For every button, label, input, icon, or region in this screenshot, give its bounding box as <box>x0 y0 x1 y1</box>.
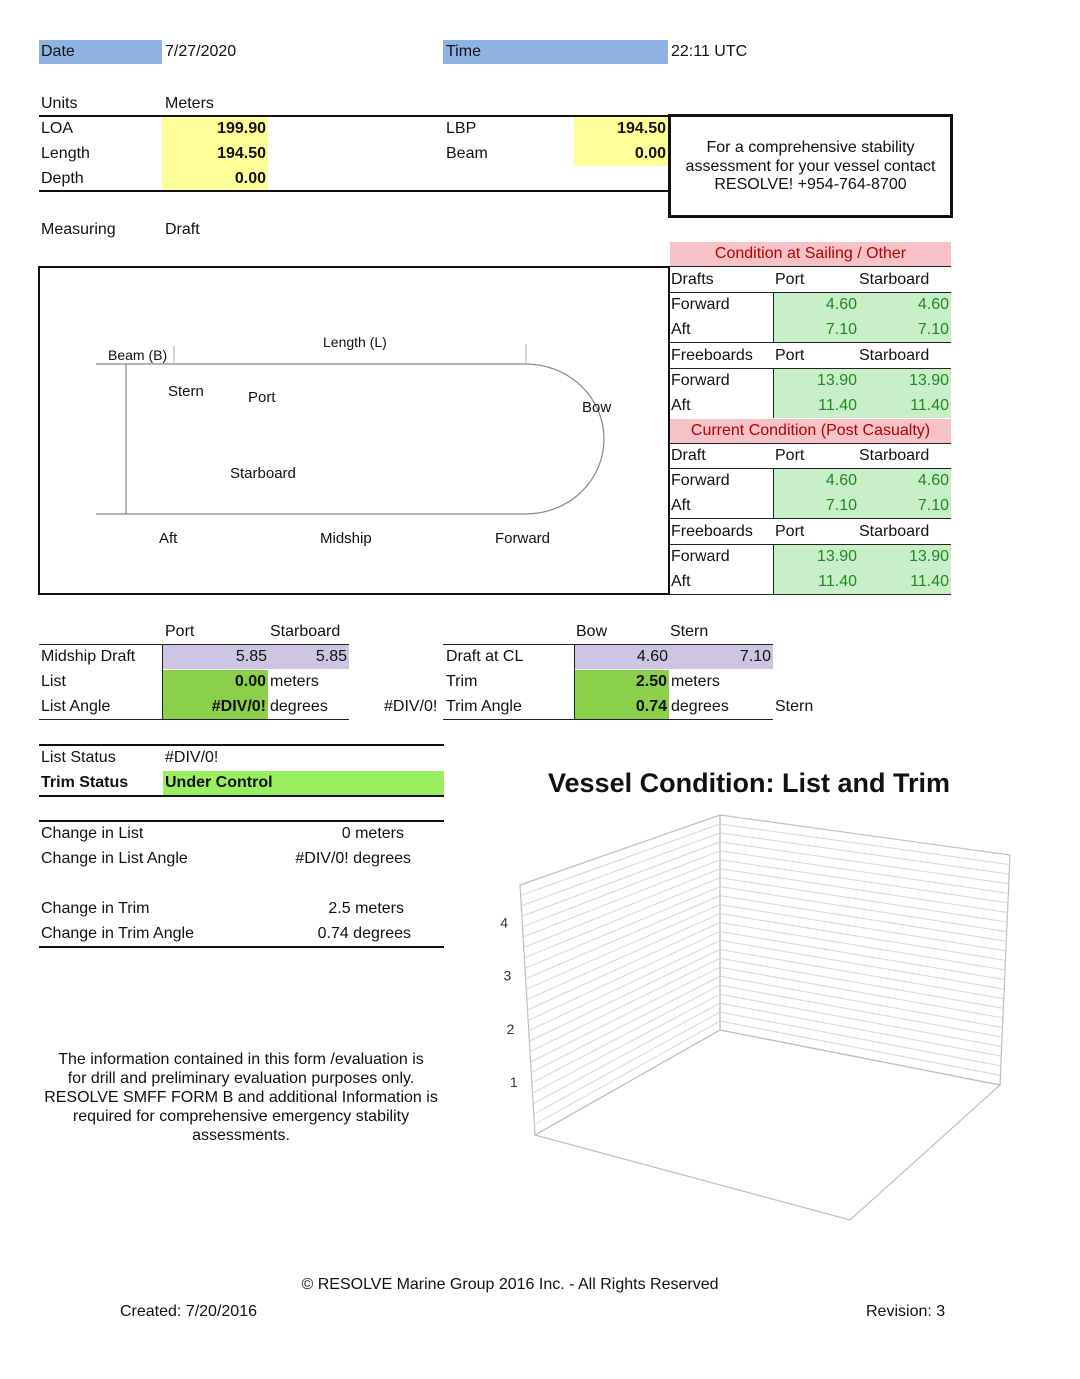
chart-y-tick-label: 3 <box>503 967 512 984</box>
sailing-drafts-bottom-rule <box>670 342 951 343</box>
chart-gridline-right <box>720 931 1005 979</box>
change-trim-value: 2.5 meters <box>328 900 404 917</box>
sailing-freeboards-divider <box>773 369 774 418</box>
contact-line-2: assessment for your vessel contact <box>685 157 936 175</box>
sailing-freeboards-starboard-header: Starboard <box>859 347 930 364</box>
time-value: 22:11 UTC <box>671 43 748 60</box>
sailing-drafts-header: Drafts <box>671 271 714 288</box>
sailing-freeboard-aft-starboard: 11.40 <box>910 397 949 414</box>
list-starboard-header: Starboard <box>270 623 341 640</box>
current-condition-title: Current Condition (Post Casualty) <box>690 422 931 439</box>
footer-copyright: © RESOLVE Marine Group 2016 Inc. - All Rights Reserved <box>301 1276 719 1293</box>
sailing-starboard-header: Starboard <box>859 271 930 288</box>
sailing-freeboard-forward-port: 13.90 <box>816 372 857 389</box>
current-freeboards-port-header: Port <box>775 523 805 540</box>
sailing-freeboard-forward-label: Forward <box>671 372 730 389</box>
changes-bottom-rule <box>39 946 444 948</box>
current-draft-forward-label: Forward <box>671 472 730 489</box>
chart-gridline-right <box>720 949 1004 998</box>
sailing-freeboard-forward-starboard: 13.90 <box>908 372 949 389</box>
current-freeboard-aft-label: Aft <box>671 573 691 590</box>
current-freeboards-header: Freeboards <box>671 523 753 540</box>
current-freeboard-forward-starboard: 13.90 <box>908 548 949 565</box>
sailing-draft-forward-starboard: 4.60 <box>917 296 949 313</box>
chart-gridline-left <box>530 958 720 1051</box>
change-trim-angle-label: Change in Trim Angle <box>41 925 194 942</box>
footer-created: Created: 7/20/2016 <box>120 1303 257 1320</box>
chart-gridline-left <box>521 824 720 895</box>
sailing-title-rule <box>670 266 951 267</box>
chart-gridline-left <box>534 1021 720 1125</box>
chart-gridline-left <box>525 887 720 969</box>
chart-gridline-right <box>720 887 1007 932</box>
chart-gridline-right <box>720 896 1006 942</box>
chart-gridline-left <box>531 976 720 1072</box>
list-port-header: Port <box>165 623 195 640</box>
change-list-angle-value: #DIV/0! degrees <box>295 850 411 867</box>
chart-gridline-left <box>523 860 720 937</box>
current-freeboard-aft-starboard: 11.40 <box>910 573 949 590</box>
change-trim-label: Change in Trim <box>41 900 150 917</box>
sailing-draft-aft-port: 7.10 <box>825 321 857 338</box>
disclaimer <box>36 1050 446 1145</box>
trim-angle-unit: degrees <box>671 698 729 715</box>
time-label: Time <box>446 43 481 60</box>
current-drafts-header: Draft <box>671 447 706 464</box>
current-draft-aft-starboard: 7.10 <box>917 497 949 514</box>
diagram-aft-label: Aft <box>159 530 178 547</box>
chart-gridline-right <box>720 905 1006 951</box>
current-freeboard-aft-port: 11.40 <box>818 573 857 590</box>
diagram-length-label: Length (L) <box>323 334 387 350</box>
units-value: Meters <box>165 95 214 112</box>
current-draft-aft-label: Aft <box>671 497 691 514</box>
midship-draft-port: 5.85 <box>235 648 267 665</box>
disclaimer-line-4: required for comprehensive emergency stability <box>72 1108 410 1125</box>
beam-label: Beam <box>446 145 488 162</box>
change-list-label: Change in List <box>41 825 144 842</box>
list-bottom-rule <box>39 719 349 720</box>
current-freeboard-forward-port: 13.90 <box>816 548 857 565</box>
sailing-freeboard-aft-label: Aft <box>671 397 691 414</box>
chart-gridline-left <box>527 914 720 1000</box>
trim-bow-header: Bow <box>576 623 608 640</box>
current-starboard-header: Starboard <box>859 447 930 464</box>
disclaimer-line-1: The information contained in this form /evaluation is <box>58 1051 424 1068</box>
chart-y-tick-label: 1 <box>509 1073 518 1090</box>
chart-gridline-right <box>720 914 1005 961</box>
chart-gridline-left <box>532 985 720 1083</box>
trim-unit: meters <box>671 673 720 690</box>
beam-value: 0.00 <box>634 145 666 162</box>
diagram-midship-label: Midship <box>320 530 372 547</box>
chart-gridline-right <box>720 824 1010 865</box>
status-bottom-rule <box>39 795 444 797</box>
current-drafts-divider <box>773 469 774 518</box>
sailing-draft-forward-label: Forward <box>671 296 730 313</box>
length-label: Length <box>41 145 90 162</box>
measuring-value: Draft <box>165 221 200 238</box>
current-draft-forward-starboard: 4.60 <box>917 472 949 489</box>
chart-right-wall <box>720 815 1010 1085</box>
chart-gridline-left <box>522 842 720 916</box>
trim-bottom-rule <box>443 719 773 720</box>
current-drafts-bottom-rule <box>670 518 951 519</box>
chart-gridline-left <box>533 1003 720 1104</box>
chart-y-ticks <box>500 915 518 1090</box>
diagram-port-label: Port <box>248 389 276 406</box>
change-list-angle-label: Change in List Angle <box>41 850 188 867</box>
chart-gridline-right <box>720 860 1008 903</box>
draft-cl-label: Draft at CL <box>446 648 524 665</box>
length-value: 194.50 <box>217 145 266 162</box>
trim-side: Stern <box>775 698 814 715</box>
sailing-freeboard-aft-port: 11.40 <box>818 397 857 414</box>
chart-gridline-right <box>720 923 1005 971</box>
chart-gridline-right <box>720 851 1008 894</box>
chart-gridline-right <box>720 878 1007 922</box>
lbp-value: 194.50 <box>617 120 666 137</box>
current-port-header: Port <box>775 447 805 464</box>
list-label: List <box>41 673 66 690</box>
sailing-freeboards-header: Freeboards <box>671 347 753 364</box>
diagram-stern-label: Stern <box>168 383 204 400</box>
chart-gridline-left <box>521 833 720 906</box>
current-freeboards-starboard-header: Starboard <box>859 523 930 540</box>
chart-gridline-left <box>528 923 721 1011</box>
chart-y-tick-label: 2 <box>506 1020 515 1037</box>
trim-value: 2.50 <box>635 673 667 690</box>
sailing-freeboards-port-header: Port <box>775 347 805 364</box>
depth-value: 0.00 <box>234 170 266 187</box>
draft-cl-bow: 4.60 <box>636 648 668 665</box>
list-side: #DIV/0! <box>384 698 438 715</box>
loa-value: 199.90 <box>217 120 266 137</box>
dimensions-bottom-rule <box>39 190 668 192</box>
list-status-label: List Status <box>41 749 116 766</box>
contact-line-1: For a comprehensive stability <box>706 139 915 156</box>
trim-status-value: Under Control <box>165 774 273 791</box>
depth-label: Depth <box>41 170 84 187</box>
list-unit: meters <box>270 673 319 690</box>
date-value: 7/27/2020 <box>165 43 237 60</box>
diagram-beam-label: Beam (B) <box>108 347 168 363</box>
list-value: 0.00 <box>234 673 266 690</box>
draft-cl-stern: 7.10 <box>739 648 771 665</box>
current-draft-forward-port: 4.60 <box>825 472 857 489</box>
disclaimer-line-3: RESOLVE SMFF FORM B and additional Information is <box>44 1089 438 1106</box>
vessel-condition-chart <box>480 800 1040 1240</box>
diagram-forward-label: Forward <box>495 530 551 547</box>
current-freeboard-forward-label: Forward <box>671 548 730 565</box>
contact-text <box>671 139 950 195</box>
current-freeboards-divider <box>773 545 774 594</box>
chart-y-tick-label: 4 <box>500 914 509 931</box>
trim-divider <box>574 645 575 719</box>
chart-gridline-left <box>533 994 721 1093</box>
trim-angle-value: 0.74 <box>635 698 667 715</box>
midship-draft-label: Midship Draft <box>41 648 136 665</box>
trim-label: Trim <box>446 673 478 690</box>
current-draft-aft-port: 7.10 <box>825 497 857 514</box>
chart-gridline-right <box>720 833 1009 874</box>
units-label: Units <box>41 95 78 112</box>
chart-gridline-right <box>720 869 1008 913</box>
contact-line-3: RESOLVE! +954-764-8700 <box>714 176 907 193</box>
sailing-draft-aft-starboard: 7.10 <box>917 321 949 338</box>
list-angle-label: List Angle <box>41 698 111 715</box>
measuring-label: Measuring <box>41 221 116 238</box>
chart-gridline-right <box>720 958 1003 1008</box>
list-status-value: #DIV/0! <box>165 749 219 766</box>
loa-label: LOA <box>41 120 74 137</box>
change-list-value: 0 meters <box>341 825 404 842</box>
chart-gridline-left <box>523 851 721 927</box>
chart-gridline-right <box>720 842 1009 884</box>
chart-gridline-left <box>531 967 720 1062</box>
chart-title: Vessel Condition: List and Trim <box>548 768 951 798</box>
footer-revision: Revision: 3 <box>866 1303 946 1320</box>
diagram-starboard-label: Starboard <box>230 465 296 482</box>
list-angle-value: #DIV/0! <box>211 698 266 715</box>
trim-status-label: Trim Status <box>41 774 129 791</box>
chart-floor <box>535 1030 1000 1220</box>
sailing-condition-title: Condition at Sailing / Other <box>714 245 907 262</box>
diagram-bow-label: Bow <box>582 399 612 416</box>
date-label: Date <box>41 43 75 60</box>
trim-angle-label: Trim Angle <box>446 698 522 715</box>
disclaimer-line-2: for drill and preliminary evaluation purposes only. <box>67 1070 415 1087</box>
chart-gridlines <box>521 824 1010 1125</box>
midship-draft-starboard: 5.85 <box>315 648 347 665</box>
sailing-port-header: Port <box>775 271 805 288</box>
chart-gridline-right <box>720 940 1004 989</box>
list-divider <box>162 645 163 719</box>
list-angle-unit: degrees <box>270 698 328 715</box>
sailing-draft-forward-port: 4.60 <box>825 296 857 313</box>
trim-stern-header: Stern <box>670 623 709 640</box>
lbp-label: LBP <box>446 120 477 137</box>
change-trim-angle-value: 0.74 degrees <box>317 925 411 942</box>
disclaimer-line-5: assessments. <box>192 1127 290 1144</box>
chart-gridline-left <box>534 1012 720 1114</box>
contact-box <box>668 114 953 218</box>
current-freeboards-bottom-rule <box>670 594 951 595</box>
sailing-drafts-divider <box>773 293 774 342</box>
sailing-draft-aft-label: Aft <box>671 321 691 338</box>
